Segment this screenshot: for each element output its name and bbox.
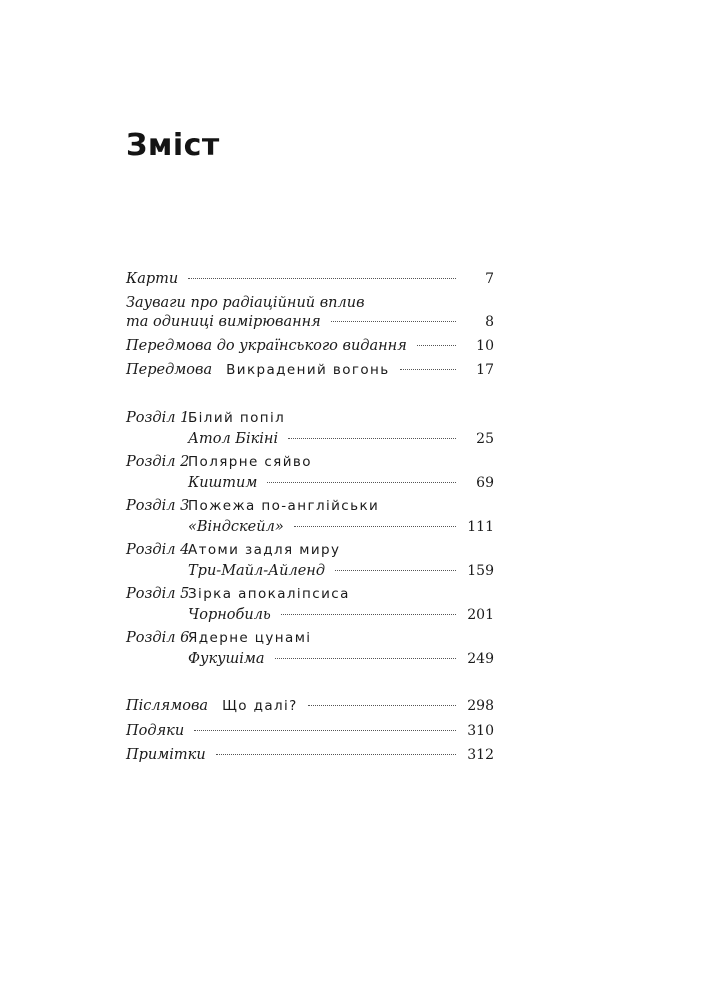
chapter-subtitle: Атол Бікіні xyxy=(188,431,279,447)
toc-entry-chapter-4[interactable] xyxy=(188,562,494,580)
toc-entry-preface[interactable] xyxy=(126,361,494,379)
chapter-title: Атоми задля миру xyxy=(188,542,341,558)
chapter-5-heading xyxy=(126,585,494,603)
entry-label: Передмова xyxy=(126,362,213,378)
toc-entry-title: Передмова до українського видання xyxy=(126,338,407,354)
toc-entry-title: Подяки xyxy=(126,723,185,739)
dot-leader xyxy=(188,278,456,279)
chapter-6-heading xyxy=(126,629,494,647)
page-number: 201 xyxy=(467,607,494,623)
toc-entry-chapter-3[interactable] xyxy=(188,518,494,536)
dot-leader xyxy=(267,482,456,483)
chapter-title: Білий попіл xyxy=(188,410,286,426)
toc-entry-ukrainian-preface[interactable] xyxy=(126,337,494,355)
toc-entry-chapter-6[interactable] xyxy=(188,650,494,668)
page-number: 111 xyxy=(467,519,494,535)
chapter-4-heading xyxy=(126,541,494,559)
toc-entry-title: Карти xyxy=(126,271,179,287)
page-number: 25 xyxy=(476,431,494,447)
toc-entry-notes[interactable] xyxy=(126,313,494,331)
chapter-title: Полярне сяйво xyxy=(188,454,312,470)
page-number: 10 xyxy=(476,338,494,354)
dot-leader xyxy=(288,438,456,439)
toc-entry-chapter-1[interactable] xyxy=(188,430,494,448)
dot-leader xyxy=(335,570,456,571)
page-number: 69 xyxy=(476,475,494,491)
toc-entry-acknowledgements[interactable] xyxy=(126,722,494,740)
dot-leader xyxy=(194,730,456,731)
dot-leader xyxy=(281,614,456,615)
chapter-subtitle: Киштим xyxy=(188,475,258,491)
toc-entry-maps[interactable] xyxy=(126,270,494,288)
chapter-label: Розділ 1 xyxy=(126,410,190,426)
chapter-title: Зірка апокаліпсиса xyxy=(188,586,350,602)
entry-label: Післямова xyxy=(126,698,209,714)
toc-entry-chapter-2[interactable] xyxy=(188,474,494,492)
chapter-label: Розділ 3 xyxy=(126,498,190,514)
toc-entry-title: Викрадений вогонь xyxy=(226,362,390,378)
toc-entry-chapter-5[interactable] xyxy=(188,606,494,624)
chapter-subtitle: Фукушіма xyxy=(188,651,265,667)
dot-leader xyxy=(400,369,456,370)
chapter-label: Розділ 4 xyxy=(126,542,190,558)
dot-leader xyxy=(331,321,456,322)
chapter-subtitle: «Віндскейл» xyxy=(188,519,284,535)
chapter-2-heading xyxy=(126,453,494,471)
chapter-subtitle: Три-Майл-Айленд xyxy=(188,563,326,579)
chapter-3-heading xyxy=(126,497,494,515)
page-number: 310 xyxy=(467,723,494,739)
page-number: 249 xyxy=(467,651,494,667)
dot-leader xyxy=(308,705,456,706)
page-title: Зміст xyxy=(126,128,220,163)
chapter-subtitle: Чорнобиль xyxy=(188,607,271,623)
dot-leader xyxy=(294,526,456,527)
page-number: 159 xyxy=(467,563,494,579)
toc-entry-title: Що далі? xyxy=(222,698,298,714)
dot-leader xyxy=(417,345,456,346)
chapter-title: Ядерне цунамі xyxy=(188,630,312,646)
chapter-label: Розділ 6 xyxy=(126,630,190,646)
dot-leader xyxy=(275,658,456,659)
toc-entry-title: Примітки xyxy=(126,747,206,763)
chapter-title: Пожежа по-англійськи xyxy=(188,498,380,514)
page-number: 312 xyxy=(467,747,494,763)
page-number: 7 xyxy=(485,271,494,287)
toc-entry-afterword[interactable] xyxy=(126,697,494,715)
toc-entry-title: Зауваги про радіаційний вплив xyxy=(126,295,365,311)
chapter-label: Розділ 2 xyxy=(126,454,190,470)
chapter-1-heading xyxy=(126,409,494,427)
page-number: 298 xyxy=(467,698,494,714)
dot-leader xyxy=(216,754,456,755)
toc-entry-notes-line1 xyxy=(126,294,494,312)
page-number: 17 xyxy=(476,362,494,378)
page-number: 8 xyxy=(485,314,494,330)
toc-entry-title-cont: та одиниці вимірювання xyxy=(126,314,321,330)
chapter-label: Розділ 5 xyxy=(126,586,190,602)
toc-entry-notes-section[interactable] xyxy=(126,746,494,764)
